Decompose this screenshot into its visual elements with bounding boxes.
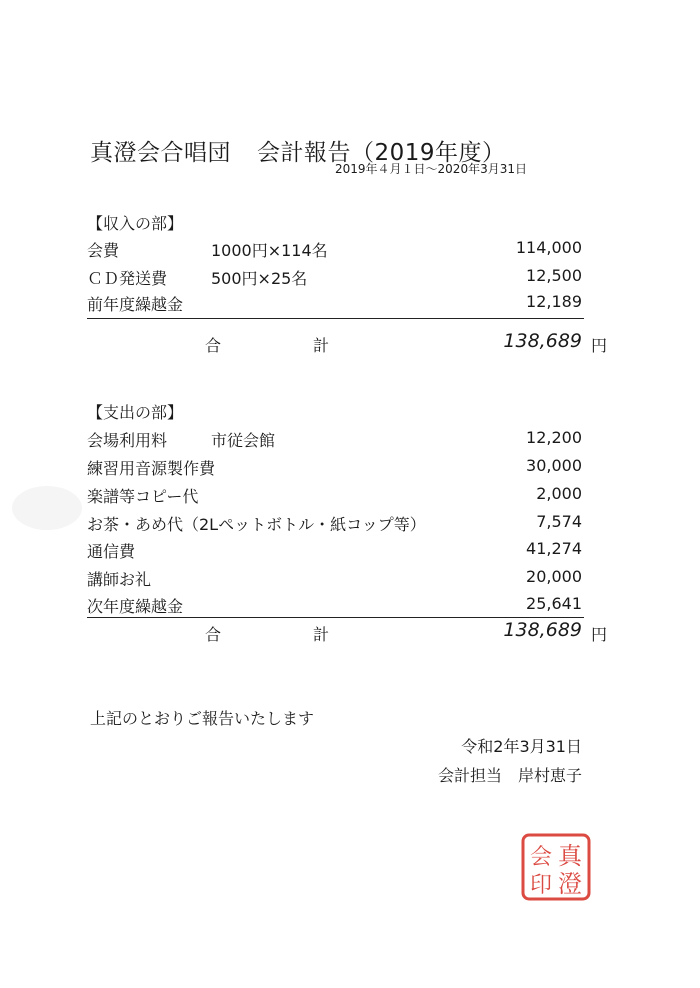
expense-row-amount: 41,274	[526, 539, 582, 558]
paper-smudge	[12, 486, 82, 530]
expense-total-amount: 138,689	[503, 619, 582, 641]
expense-row-amount: 25,641	[526, 594, 582, 613]
svg-text:澄: 澄	[558, 870, 582, 898]
income-row-amount: 114,000	[515, 238, 582, 257]
income-row	[87, 266, 582, 292]
income-row-detail: 1000円×114名	[211, 241, 328, 260]
income-total-label-2: 計	[313, 336, 330, 355]
income-section-header: 【収入の部】	[87, 214, 184, 233]
expense-row-amount: 2,000	[536, 484, 582, 503]
expense-total-currency: 円	[591, 625, 608, 644]
report-title: 会計報告（2019年度）	[257, 140, 506, 166]
svg-text:印: 印	[529, 873, 553, 898]
expense-row-label: 会場利用料	[87, 431, 168, 450]
expense-row	[87, 428, 582, 454]
expense-row	[87, 512, 582, 538]
income-row-detail: 500円×25名	[211, 269, 308, 288]
expense-row-amount: 12,200	[526, 428, 582, 447]
seal-stamp	[520, 832, 592, 902]
expense-row-label: 次年度繰越金	[87, 597, 184, 616]
expense-row	[87, 539, 582, 565]
expense-row-label: 練習用音源製作費	[87, 459, 216, 478]
expense-row-label: 講師お礼	[87, 570, 152, 589]
income-total-amount: 138,689	[503, 330, 582, 352]
svg-text:会: 会	[529, 845, 553, 870]
expense-row	[87, 567, 582, 593]
expense-row	[87, 484, 582, 510]
expense-row-label: お茶・あめ代（2Lペットボトル・紙コップ等）	[87, 515, 426, 534]
expense-row-amount: 30,000	[526, 456, 582, 475]
income-total-rule	[87, 318, 584, 319]
income-row	[87, 238, 582, 264]
income-total-currency: 円	[591, 336, 608, 355]
expense-row-label: 楽譜等コピー代	[87, 487, 199, 506]
expense-section-header: 【支出の部】	[87, 403, 184, 422]
expense-row-amount: 20,000	[526, 567, 582, 586]
income-row-label: 会費	[87, 241, 120, 260]
expense-row-amount: 7,574	[536, 512, 582, 531]
expense-row-detail: 市従会館	[211, 431, 276, 450]
expense-row	[87, 456, 582, 482]
expense-total-rule	[87, 617, 584, 618]
income-row-label: ＣＤ発送費	[87, 269, 168, 288]
treasurer-signature: 会計担当 岸村恵子	[437, 766, 582, 785]
expense-row-label: 通信費	[87, 542, 136, 561]
expense-total-label-1: 合	[205, 625, 222, 644]
fiscal-period: 2019年４月１日～2020年3月31日	[335, 162, 527, 176]
income-row-amount: 12,189	[526, 292, 582, 311]
svg-text:真: 真	[558, 842, 582, 870]
income-total-label-1: 合	[205, 336, 222, 355]
income-row	[87, 292, 582, 318]
income-row-amount: 12,500	[526, 266, 582, 285]
organization-name: 真澄会合唱団	[90, 140, 231, 166]
expense-total-label-2: 計	[313, 625, 330, 644]
closing-statement: 上記のとおりご報告いたします	[90, 709, 315, 728]
income-row-label: 前年度繰越金	[87, 295, 184, 314]
report-date: 令和2年3月31日	[461, 737, 582, 756]
